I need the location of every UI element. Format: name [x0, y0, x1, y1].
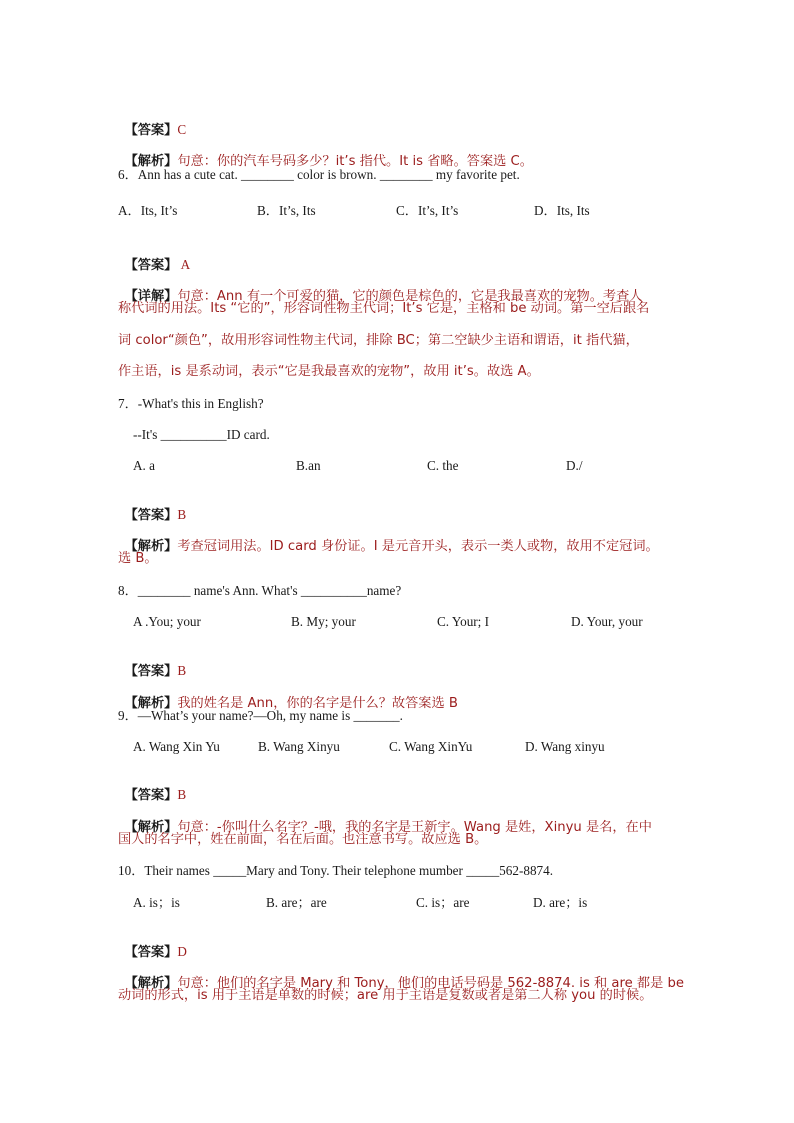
answer-value: B — [177, 507, 187, 522]
explanation-text: 句意：你的汽车号码多少？it’s 指代。It is 省略。答案选 C。 — [177, 154, 533, 169]
question-7-option-a: A. a — [133, 458, 155, 473]
explanation-label: 【详解】 — [124, 289, 178, 304]
question-6-stem: 6．Ann has a cute cat. ________ color is brown. ________ my favorite pet. — [118, 167, 520, 182]
question-6-option-b: B．It’s, Its — [257, 203, 316, 218]
answer-value: C — [177, 122, 187, 137]
question-8-option-a: A .You; your — [133, 614, 201, 629]
explanation-label: 【解析】 — [124, 820, 178, 835]
answer-label: 【答案】 — [124, 123, 178, 138]
question-7-stem: 7．-What's this in English? — [118, 396, 264, 411]
explanation-label: 【解析】 — [124, 976, 178, 991]
question-6-option-c: C．It’s, It’s — [396, 203, 459, 218]
explanation-row-7 — [118, 519, 659, 556]
question-8-option-c: C. Your; I — [437, 614, 490, 629]
question-7-stem-2: --It's __________ID card. — [133, 427, 270, 442]
answer-value: B — [177, 787, 187, 802]
question-10-option-c: C. is；are — [416, 895, 470, 910]
question-9-option-b: B. Wang Xinyu — [258, 739, 340, 754]
question-6-option-a: A．Its, It’s — [118, 203, 178, 218]
explanation-text: 句意：Ann 有一个可爱的猫，它的颜色是棕色的，它是我最喜欢的宠物。考查人 — [177, 289, 643, 304]
question-10-option-a: A. is；is — [133, 895, 180, 910]
answer-label: 【答案】 — [124, 258, 178, 273]
question-8-stem: 8．________ name's Ann. What's __________name? — [118, 583, 402, 598]
answer-label: 【答案】 — [124, 788, 178, 803]
question-8-option-b: B. My; your — [291, 614, 356, 629]
question-9-option-c: C. Wang XinYu — [389, 739, 473, 754]
explanation-text: 句意：-你叫什么名字？-哦，我的名字是王新宇。Wang 是姓，Xinyu 是名，在中 — [177, 820, 652, 835]
answer-value: A — [177, 257, 191, 272]
answer-label: 【答案】 — [124, 664, 178, 679]
answer-value: D — [177, 944, 187, 959]
explanation-text: 我的姓名是 Ann，你的名字是什么？故答案选 B — [177, 696, 458, 711]
question-10-option-b: B. are；are — [266, 895, 327, 910]
explanation-label: 【解析】 — [124, 539, 178, 554]
explanation-text: 句意：他们的名字是 Mary 和 Tony，他们的电话号码是 562-8874. is 和 are 都是 be — [177, 976, 684, 991]
explanation-6-line-4: 作主语，is 是系动词，表示“它是我最喜欢的宠物”，故用 it’s。故选 A。 — [118, 364, 540, 379]
explanation-text: 考查冠词用法。ID card 身份证。I 是元音开头，表示一类人或物，故用不定冠词。 — [177, 539, 659, 554]
question-9-option-d: D. Wang xinyu — [525, 739, 605, 754]
question-8-option-d: D. Your, your — [571, 614, 643, 629]
question-6-option-d: D．Its, Its — [534, 203, 590, 218]
question-7-option-d: D./ — [566, 458, 583, 473]
answer-value: B — [177, 663, 187, 678]
question-10-option-d: D. are；is — [533, 895, 588, 910]
explanation-7-line-2: 选 B。 — [118, 551, 158, 566]
explanation-10-line-2: 动词的形式，is 用于主语是单数的时候；are 用于主语是复数或者是第二人称 you 的时候。 — [118, 988, 653, 1003]
question-7-option-b: B.an — [296, 458, 321, 473]
question-9-option-a: A. Wang Xin Yu — [133, 739, 220, 754]
explanation-9-line-2: 国人的名字中，姓在前面，名在后面。也注意书写。故应选 B。 — [118, 832, 488, 847]
explanation-6-line-3: 词 color“颜色”，故用形容词性物主代词，排除 BC；第二空缺少主语和谓语，it 指代猫， — [118, 333, 639, 348]
question-10-stem: 10．Their names _____Mary and Tony. Their telephone mumber _____562-8874. — [118, 863, 554, 878]
question-9-stem: 9．—What’s your name?—Oh, my name is _______. — [118, 708, 403, 723]
explanation-label: 【解析】 — [124, 154, 178, 169]
answer-label: 【答案】 — [124, 508, 178, 523]
explanation-label: 【解析】 — [124, 696, 178, 711]
question-7-option-c: C. the — [427, 458, 459, 473]
explanation-6-line-2: 称代词的用法。Its “它的”，形容词性物主代词；It’s 它是，主格和 be 动词。第一空后跟名 — [118, 301, 650, 316]
answer-label: 【答案】 — [124, 945, 178, 960]
